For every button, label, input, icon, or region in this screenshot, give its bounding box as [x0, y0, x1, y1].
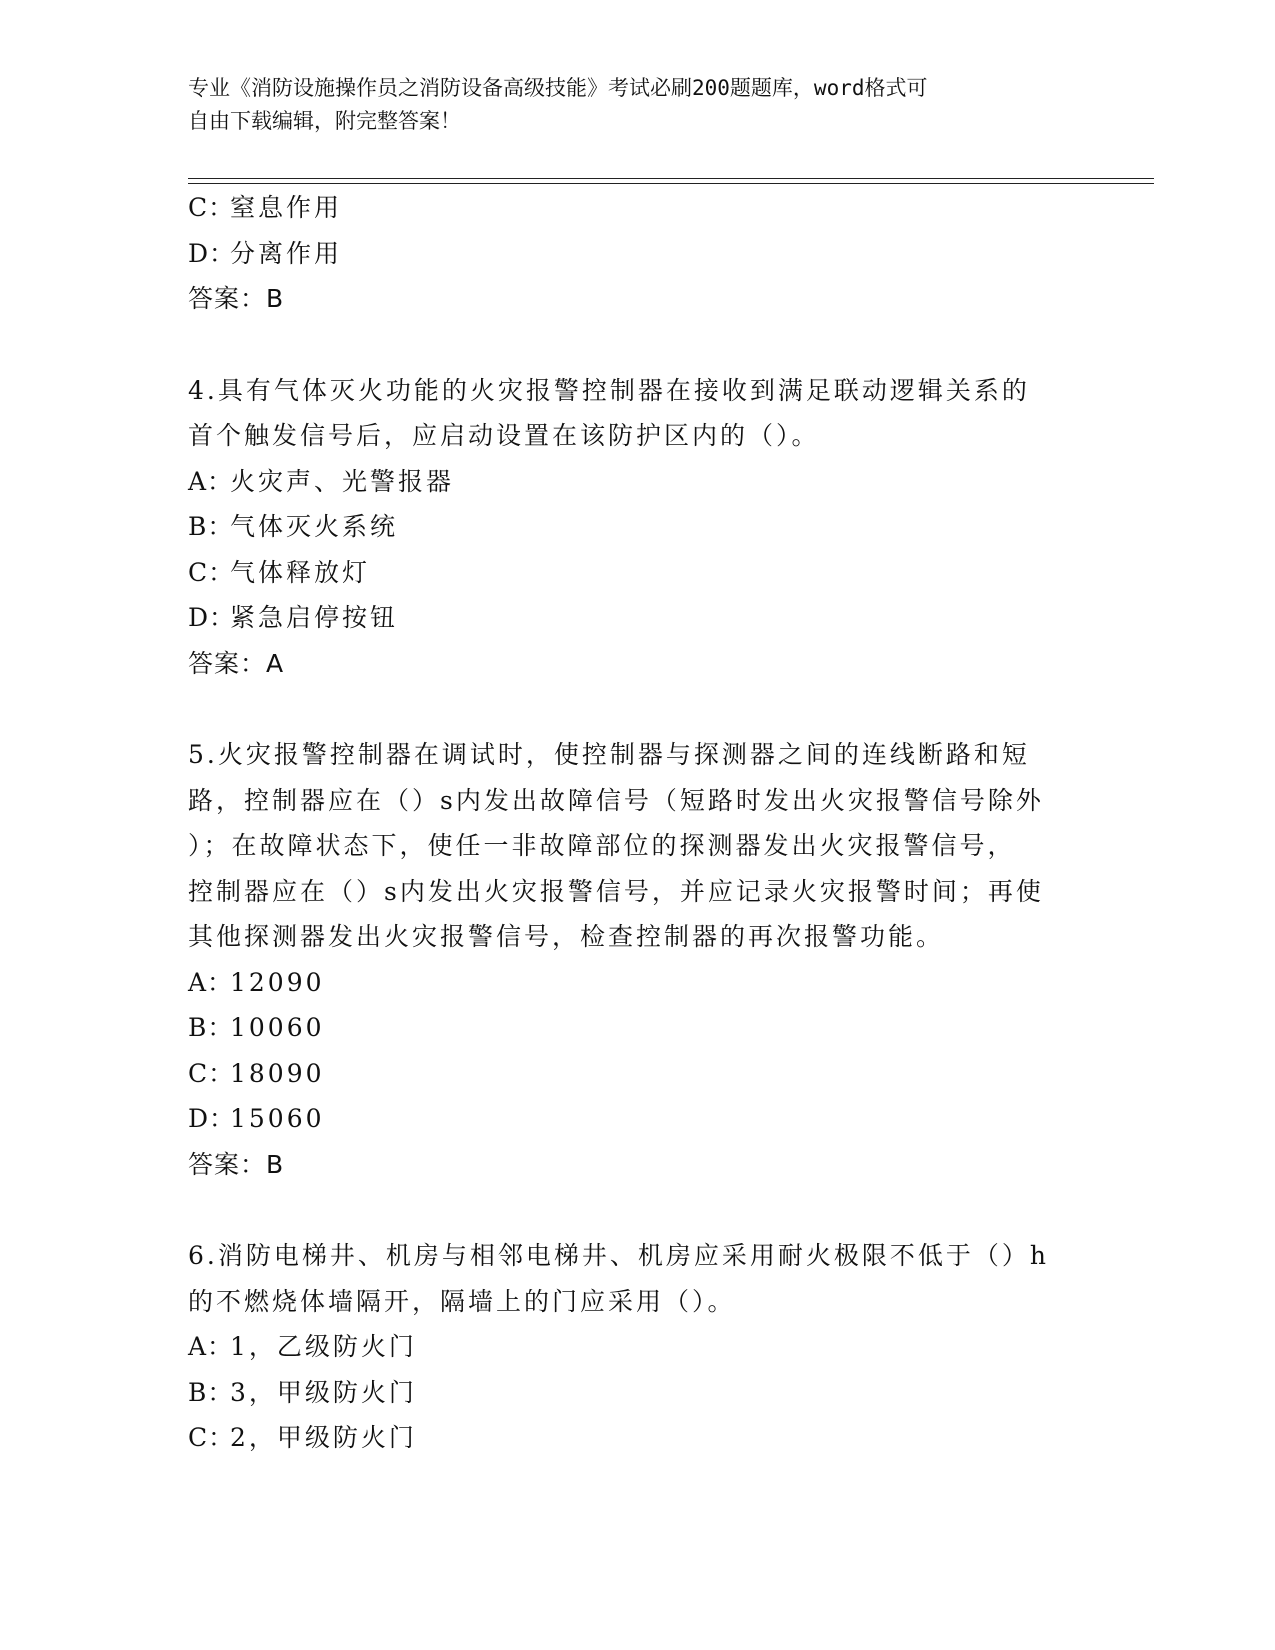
option-key: B： [188, 1013, 234, 1042]
question-4 [188, 368, 1154, 687]
option-key: B： [188, 512, 234, 541]
option-a [188, 1324, 1154, 1370]
answer-line: 答案：A [188, 648, 285, 678]
option-key: C： [188, 1423, 235, 1452]
option-text: 分离作用 [230, 238, 343, 268]
answer-line: 答案：B [188, 284, 285, 313]
option-key: D： [188, 1104, 236, 1133]
question-text-line: 6.消防电梯井、机房与相邻电梯井、机房应采用耐火极限不低于（）h [188, 1241, 1049, 1270]
option-d [188, 595, 1154, 641]
question-text-line: 控制器应在（）s内发出火灾报警信号，并应记录火灾报警时间；再使 [188, 876, 1044, 906]
document-body [188, 185, 1154, 1461]
answer-line: 答案：B [188, 1149, 285, 1179]
question-text-line: 的不燃烧体墙隔开，隔墙上的门应采用（）。 [188, 1286, 736, 1316]
option-key: B： [188, 1377, 234, 1407]
option-c [188, 550, 1154, 596]
option-text: 2，甲级防火门 [230, 1423, 417, 1452]
option-text: 12090 [230, 967, 325, 997]
question-text-line: 路，控制器应在（）s内发出故障信号（短路时发出火灾报警信号除外 [188, 785, 1044, 815]
header-title-line-1: 专业《消防设施操作员之消防设备高级技能》考试必刷200题题库，word格式可 [188, 76, 928, 100]
question-text-line: 4.具有气体灭火功能的火灾报警控制器在接收到满足联动逻辑关系的 [188, 375, 1030, 405]
option-b [188, 1370, 1154, 1416]
question-3-continued [188, 185, 1154, 322]
question-text-line: ）；在故障状态下，使任一非故障部位的探测器发出火灾报警信号， [188, 831, 1016, 860]
option-c [188, 1415, 1154, 1461]
option-c [188, 185, 1154, 231]
option-text: 火灾声、光警报器 [230, 466, 455, 496]
spacer [188, 686, 1154, 732]
option-key: A： [188, 967, 234, 997]
question-5 [188, 732, 1154, 1187]
option-text: 窒息作用 [230, 193, 343, 222]
option-text: 气体释放灯 [230, 557, 371, 587]
document-header [188, 72, 1088, 138]
spacer [188, 1187, 1154, 1233]
question-text-line: 5.火灾报警控制器在调试时，使控制器与探测器之间的连线断路和短 [188, 740, 1030, 769]
option-key: C： [188, 1058, 235, 1088]
option-text: 紧急启停按钮 [230, 603, 399, 632]
option-text: 气体灭火系统 [230, 512, 399, 541]
option-b [188, 504, 1154, 550]
option-key: C： [188, 557, 235, 587]
option-key: A： [188, 466, 234, 496]
question-6 [188, 1233, 1154, 1461]
header-title-line-2: 自由下载编辑，附完整答案！ [188, 109, 461, 133]
option-text: 3，甲级防火门 [230, 1377, 417, 1407]
option-c [188, 1051, 1154, 1097]
header-divider [188, 178, 1154, 184]
option-key: A： [188, 1332, 234, 1361]
option-d [188, 231, 1154, 277]
option-text: 18090 [230, 1058, 325, 1088]
option-key: C： [188, 193, 235, 222]
option-b [188, 1005, 1154, 1051]
option-a [188, 960, 1154, 1006]
option-text: 15060 [230, 1104, 325, 1133]
option-d [188, 1096, 1154, 1142]
option-text: 1，乙级防火门 [230, 1332, 417, 1361]
spacer [188, 322, 1154, 368]
option-key: D： [188, 603, 236, 632]
question-text-line: 首个触发信号后，应启动设置在该防护区内的（）。 [188, 421, 820, 450]
option-a [188, 459, 1154, 505]
option-text: 10060 [230, 1013, 325, 1042]
question-text-line: 其他探测器发出火灾报警信号，检查控制器的再次报警功能。 [188, 922, 945, 951]
option-key: D： [188, 238, 236, 268]
